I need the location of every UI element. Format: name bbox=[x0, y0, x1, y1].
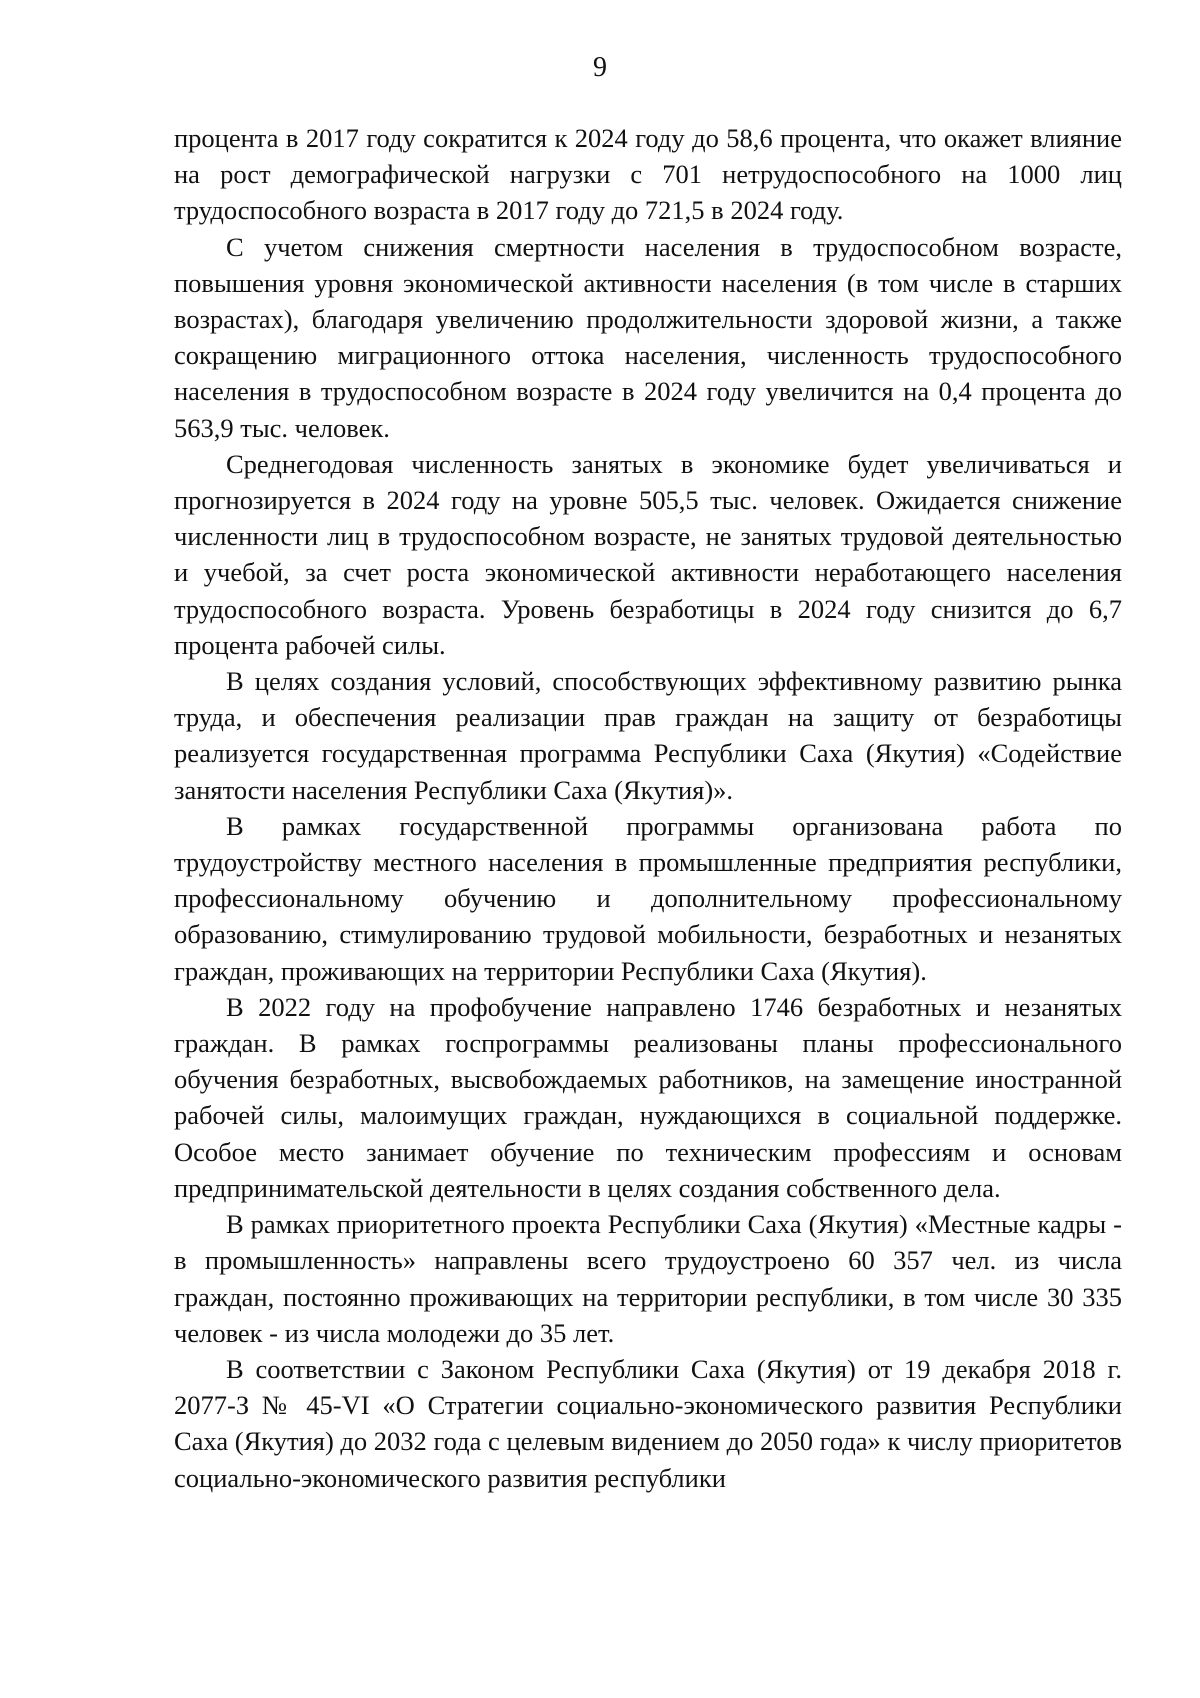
paragraph-continuation: процента в 2017 году сократится к 2024 году до 58,6 процента, что окажет влияние на рост демографической нагрузки с 701 нетрудоспособного на 1000 лиц трудоспособного возраста в 2017 году до 721,5 в 2024 году. bbox=[174, 123, 1122, 226]
paragraph-strategy-law: В соответствии с Законом Республики Саха (Якутия) от 19 декабря 2018 г. 2077-З № 45-VI «О Стратегии социально-экономического развития Республики Саха (Якутия) до 2032 года с целевым видением до 2050 года» к числу приоритетов социально-экономического развития республики bbox=[174, 1353, 1122, 1493]
paragraph-program-work: В рамках государственной программы организована работа по трудоустройству местного населения в промышленные предприятия республики, профессиональному обучению и дополнительному профессиональному образованию, стимулированию трудовой мобильности, безработных и незанятых граждан, проживающих на территории Республики Саха (Якутия). bbox=[174, 810, 1122, 986]
paragraph-vocational-training: В 2022 году на профобучение направлено 1746 безработных и незанятых граждан. В рамках госпрограммы реализованы планы профессионального обучения безработных, высвобождаемых работников, на замещение иностранной рабочей силы, малоимущих граждан, нуждающихся в социальной поддержке. Особое место занимает обучение по техническим профессиям и основам предпринимательской деятельности в целях создания собственного дела. bbox=[174, 991, 1122, 1203]
paragraph-local-personnel-project: В рамках приоритетного проекта Республики Саха (Якутия) «Местные кадры - в промышленность» направлены всего трудоустроено 60 357 чел. из числа граждан, постоянно проживающих на территории республики, в том числе 30 335 человек - из числа молодежи до 35 лет. bbox=[174, 1209, 1122, 1348]
paragraph-state-program: В целях создания условий, способствующих эффективному развитию рынка труда, и обеспечения реализации прав граждан на защиту от безработицы реализуется государственная программа Республики Саха (Якутия) «Содействие занятости населения Республики Саха (Якутия)». bbox=[174, 666, 1122, 805]
document-body bbox=[174, 120, 1122, 1496]
page-number: 9 bbox=[593, 52, 607, 83]
paragraph-employment-forecast: Среднегодовая численность занятых в экономике будет увеличиваться и прогнозируется в 2024 году на уровне 505,5 тыс. человек. Ожидается снижение численности лиц в трудоспособном возрасте, не занятых трудовой деятельностью и учебой, за счет роста экономической активности неработающего населения трудоспособного возраста. Уровень безработицы в 2024 году снизится до 6,7 процента рабочей силы. bbox=[174, 448, 1122, 660]
paragraph-working-age-population: С учетом снижения смертности населения в трудоспособном возрасте, повышения уровня экономической активности населения (в том числе в старших возрастах), благодаря увеличению продолжительности здоровой жизни, а также сокращению миграционного оттока населения, численность трудоспособного населения в трудоспособном возрасте в 2024 году увеличится на 0,4 процента до 563,9 тыс. человек. bbox=[174, 231, 1122, 443]
